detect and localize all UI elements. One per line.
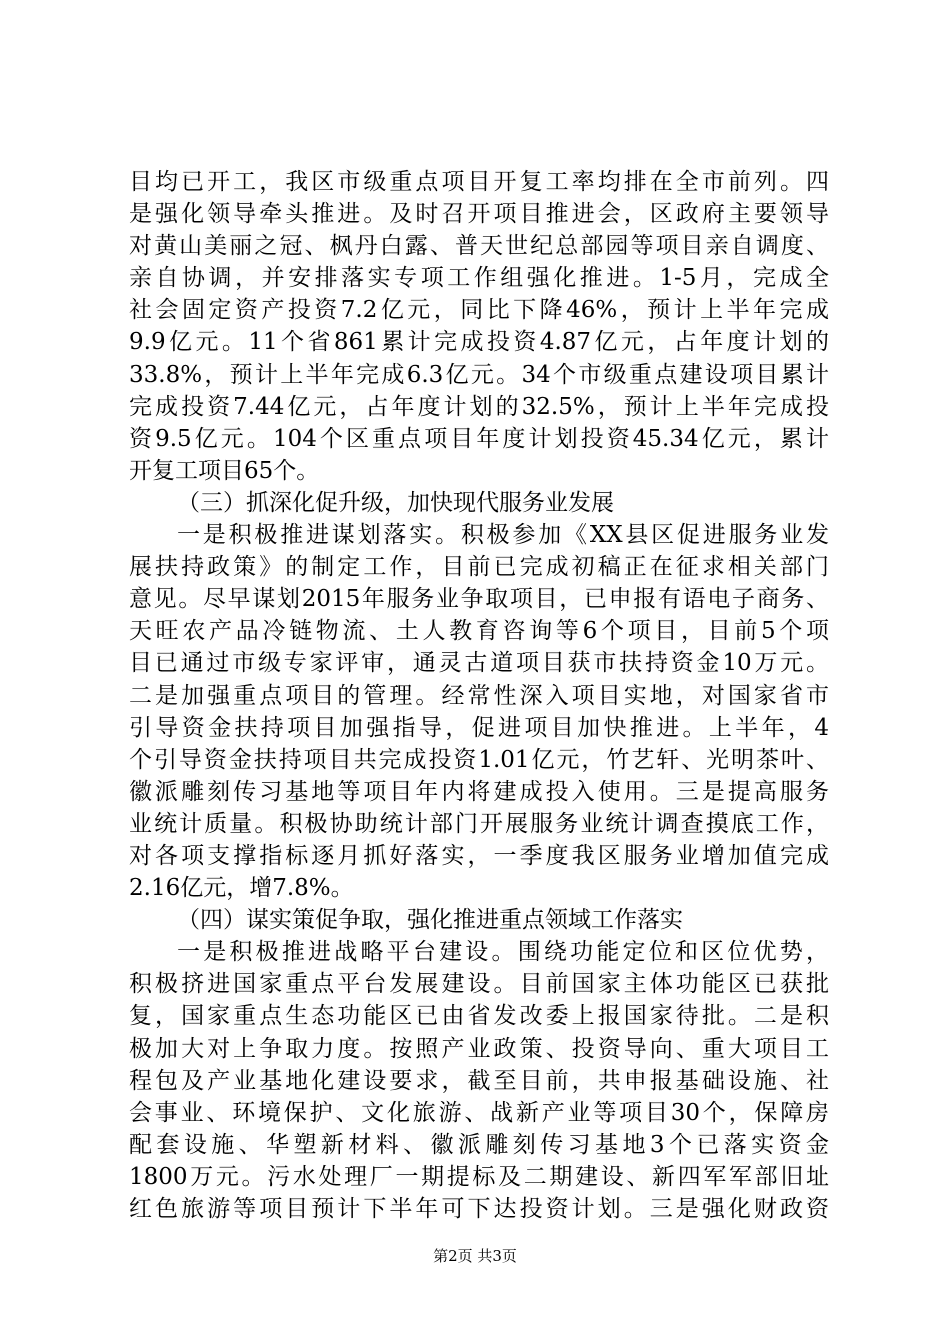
text-line: 目已通过市级专家评审，通灵古道项目获市扶持资金10万元。 xyxy=(129,650,829,677)
text-line: 33.8%，预计上半年完成6.3亿元。34个市级重点建设项目累计 xyxy=(129,361,829,388)
page-footer: 第2页 共3页 xyxy=(433,1247,517,1265)
text-line: 个引导资金扶持项目共完成投资1.01亿元，竹艺轩、光明茶叶、 xyxy=(129,746,829,773)
text-line: 1800万元。污水处理厂一期提标及二期建设、新四军军部旧址 xyxy=(129,1163,829,1190)
body-text xyxy=(129,166,829,1225)
text-line: 会事业、环境保护、文化旅游、战新产业等项目30个，保障房 xyxy=(129,1099,829,1126)
text-line: 完成投资7.44亿元，占年度计划的32.5%，预计上半年完成投 xyxy=(129,393,829,420)
text-line: 2.16亿元，增7.8%。 xyxy=(129,875,354,902)
text-line: 意见。尽早谋划2015年服务业争取项目，已申报有语电子商务、 xyxy=(129,586,829,613)
text-line: 徽派雕刻传习基地等项目年内将建成投入使用。三是提高服务 xyxy=(129,778,829,805)
text-line: 对各项支撑指标逐月抓好落实，一季度我区服务业增加值完成 xyxy=(129,842,829,869)
section-heading: （四）谋实策促争取，强化推进重点领域工作落实 xyxy=(177,907,683,934)
text-line: 9.9亿元。11个省861累计完成投资4.87亿元，占年度计划的 xyxy=(129,329,829,356)
text-line: 亲自协调，并安排落实专项工作组强化推进。1-5月，完成全 xyxy=(129,265,829,292)
text-line: 积极挤进国家重点平台发展建设。目前国家主体功能区已获批 xyxy=(129,971,829,998)
text-line: 对黄山美丽之冠、枫丹白露、普天世纪总部园等项目亲自调度、 xyxy=(129,233,829,260)
section-heading: （三）抓深化促升级，加快现代服务业发展 xyxy=(177,489,614,516)
text-line: 展扶持政策》的制定工作，目前已完成初稿正在征求相关部门 xyxy=(129,554,829,581)
text-line: 一是积极推进谋划落实。积极参加《XX县区促进服务业发 xyxy=(177,522,829,549)
text-line: 红色旅游等项目预计下半年可下达投资计划。三是强化财政资 xyxy=(129,1196,829,1222)
text-line: 复，国家重点生态功能区已由省发改委上报国家待批。二是积 xyxy=(129,1003,829,1030)
text-line: 资9.5亿元。104个区重点项目年度计划投资45.34亿元，累计 xyxy=(129,425,829,452)
text-line: 业统计质量。积极协助统计部门开展服务业统计调查摸底工作， xyxy=(129,810,829,837)
text-line: 极加大对上争取力度。按照产业政策、投资导向、重大项目工 xyxy=(129,1035,829,1062)
text-line: 二是加强重点项目的管理。经常性深入项目实地，对国家省市 xyxy=(129,682,829,709)
text-line: 社会固定资产投资7.2亿元，同比下降46%，预计上半年完成 xyxy=(129,297,829,324)
text-line: 开复工项目65个。 xyxy=(129,457,320,484)
text-line: 天旺农产品冷链物流、土人教育咨询等6个项目，目前5个项 xyxy=(129,618,829,645)
text-line: 目均已开工，我区市级重点项目开复工率均排在全市前列。四 xyxy=(129,169,829,195)
text-line: 程包及产业基地化建设要求，截至目前，共申报基础设施、社 xyxy=(129,1067,829,1094)
text-line: 一是积极推进战略平台建设。围绕功能定位和区位优势， xyxy=(177,939,829,966)
text-line: 引导资金扶持项目加强指导，促进项目加快推进。上半年，4 xyxy=(129,714,829,741)
text-line: 是强化领导牵头推进。及时召开项目推进会，区政府主要领导 xyxy=(129,201,829,228)
text-line: 配套设施、华塑新材料、徽派雕刻传习基地3个已落实资金 xyxy=(129,1131,829,1158)
